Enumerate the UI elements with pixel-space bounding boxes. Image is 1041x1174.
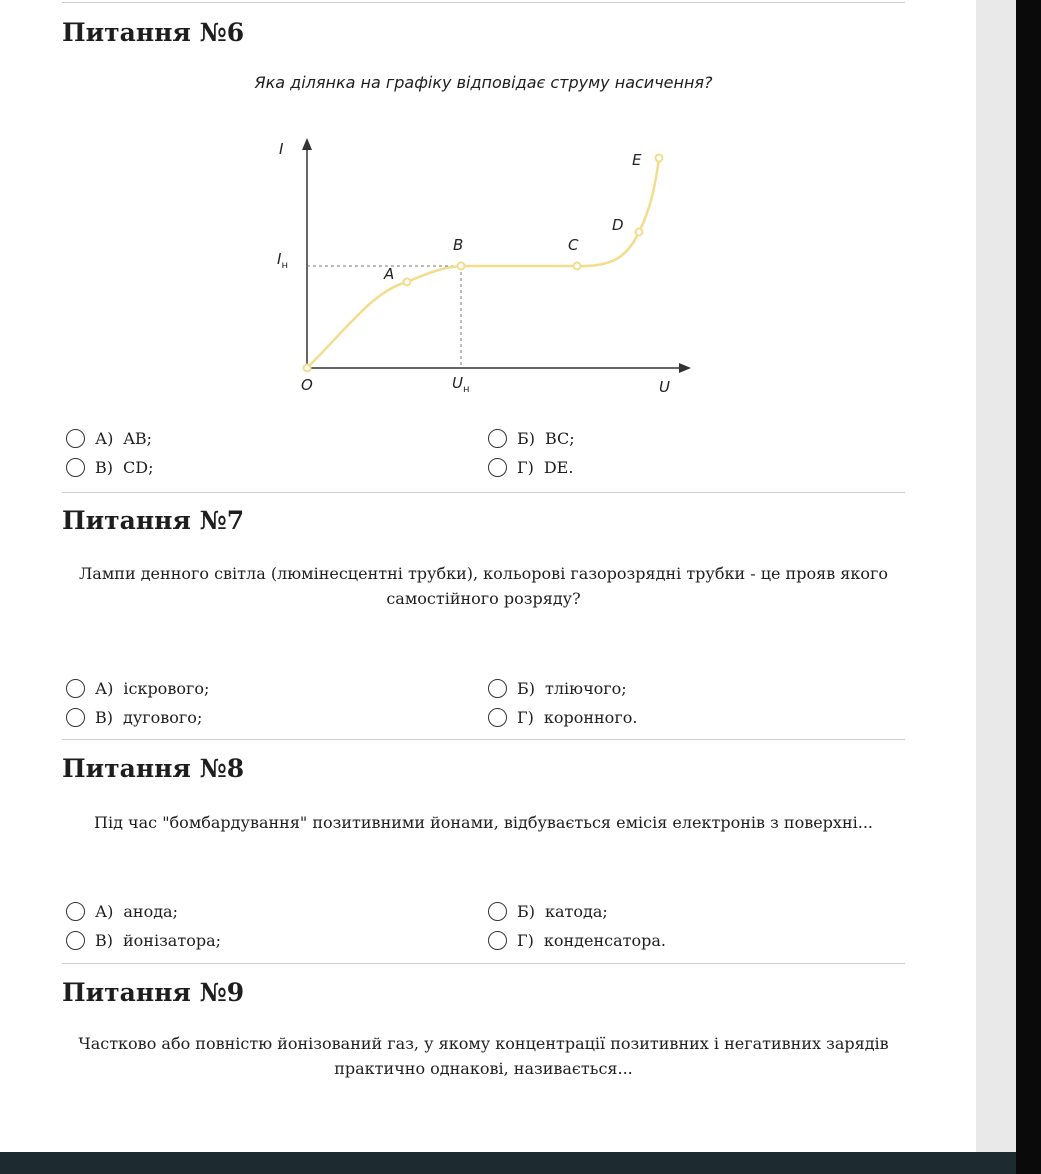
answer-option[interactable] bbox=[488, 900, 608, 922]
answer-letter: Б) bbox=[517, 901, 535, 921]
y-axis-label: I bbox=[279, 140, 284, 158]
saturation-current-graph bbox=[255, 130, 715, 405]
answer-option[interactable] bbox=[488, 677, 627, 699]
point-a-label: A bbox=[384, 265, 395, 283]
question-8-title: Питання №8 bbox=[62, 754, 245, 783]
question-7-title: Питання №7 bbox=[62, 506, 245, 535]
answer-option[interactable] bbox=[66, 900, 178, 922]
answer-option[interactable] bbox=[488, 929, 666, 951]
answer-label: тліючого; bbox=[545, 678, 627, 698]
radio-button[interactable] bbox=[66, 679, 85, 698]
question-9-text: Частково або повністю йонізований газ, у якому концентрації позитивних і негативних зарядів практично однакові, називається... bbox=[78, 1034, 889, 1078]
scroll-gutter bbox=[976, 0, 1016, 1152]
point-c-label: C bbox=[568, 236, 579, 254]
answer-letter: А) bbox=[95, 678, 114, 698]
point-c-marker bbox=[574, 263, 581, 270]
point-a-marker bbox=[404, 279, 411, 286]
radio-button[interactable] bbox=[66, 458, 85, 477]
answer-letter: В) bbox=[95, 707, 113, 727]
answer-label: DE. bbox=[543, 457, 574, 477]
divider bbox=[62, 963, 905, 964]
answer-option[interactable] bbox=[66, 427, 152, 449]
question-6-text: Яка ділянка на графіку відповідає струму насичення? bbox=[254, 73, 713, 92]
divider bbox=[62, 739, 905, 740]
answer-label: BC; bbox=[545, 428, 575, 448]
answer-letter: Б) bbox=[517, 678, 535, 698]
radio-button[interactable] bbox=[488, 931, 507, 950]
answer-letter: Г) bbox=[517, 707, 534, 727]
answer-label: AB; bbox=[123, 428, 153, 448]
radio-button[interactable] bbox=[66, 902, 85, 921]
radio-button[interactable] bbox=[66, 708, 85, 727]
question-9-title: Питання №9 bbox=[62, 978, 245, 1007]
answer-option[interactable] bbox=[66, 456, 153, 478]
y-axis-arrow bbox=[302, 138, 312, 150]
radio-button[interactable] bbox=[66, 931, 85, 950]
point-d-label: D bbox=[612, 216, 624, 234]
question-8-text: Під час "бомбардування" позитивними йонами, відбувається емісія електронів з поверхні... bbox=[94, 813, 873, 832]
answer-letter: А) bbox=[95, 901, 114, 921]
bottom-bar bbox=[0, 1152, 1016, 1174]
answer-letter: А) bbox=[95, 428, 114, 448]
radio-button[interactable] bbox=[488, 458, 507, 477]
point-d-marker bbox=[636, 229, 643, 236]
radio-button[interactable] bbox=[488, 708, 507, 727]
answer-label: катода; bbox=[545, 901, 608, 921]
answer-label: йонізатора; bbox=[123, 930, 221, 950]
isat-label: $I_н$ bbox=[277, 250, 288, 271]
question-7-text: Лампи денного світла (люмінесцентні трубки), кольорові газорозрядні трубки - це прояв якого самостійного розряду? bbox=[78, 564, 889, 608]
radio-button[interactable] bbox=[66, 429, 85, 448]
point-o-marker bbox=[304, 365, 311, 372]
divider bbox=[62, 2, 905, 3]
answer-option[interactable] bbox=[66, 706, 202, 728]
radio-button[interactable] bbox=[488, 429, 507, 448]
origin-label: O bbox=[301, 376, 313, 394]
point-b-marker bbox=[458, 263, 465, 270]
answer-label: коронного. bbox=[543, 707, 638, 727]
answer-label: анода; bbox=[123, 901, 178, 921]
radio-button[interactable] bbox=[488, 902, 507, 921]
answer-label: дугового; bbox=[123, 707, 203, 727]
usat-label: $U_н$ bbox=[452, 374, 470, 395]
answer-option[interactable] bbox=[488, 456, 573, 478]
answer-label: конденсатора. bbox=[543, 930, 666, 950]
point-e-label: E bbox=[632, 151, 642, 169]
answer-letter: В) bbox=[95, 457, 113, 477]
window-edge bbox=[1016, 0, 1041, 1174]
radio-button[interactable] bbox=[488, 679, 507, 698]
current-voltage-curve bbox=[307, 158, 659, 368]
divider bbox=[62, 492, 905, 493]
answer-letter: Б) bbox=[517, 428, 535, 448]
answer-label: іскрового; bbox=[123, 678, 210, 698]
point-b-label: B bbox=[453, 236, 464, 254]
x-axis-label: U bbox=[659, 378, 670, 396]
answer-label: CD; bbox=[123, 457, 154, 477]
answer-letter: В) bbox=[95, 930, 113, 950]
answer-option[interactable] bbox=[488, 706, 637, 728]
x-axis-arrow bbox=[679, 363, 691, 373]
answer-letter: Г) bbox=[517, 457, 534, 477]
answer-option[interactable] bbox=[66, 929, 221, 951]
answer-option[interactable] bbox=[488, 427, 575, 449]
answer-option[interactable] bbox=[66, 677, 209, 699]
question-6-title: Питання №6 bbox=[62, 18, 245, 47]
point-e-marker bbox=[656, 155, 663, 162]
answer-letter: Г) bbox=[517, 930, 534, 950]
